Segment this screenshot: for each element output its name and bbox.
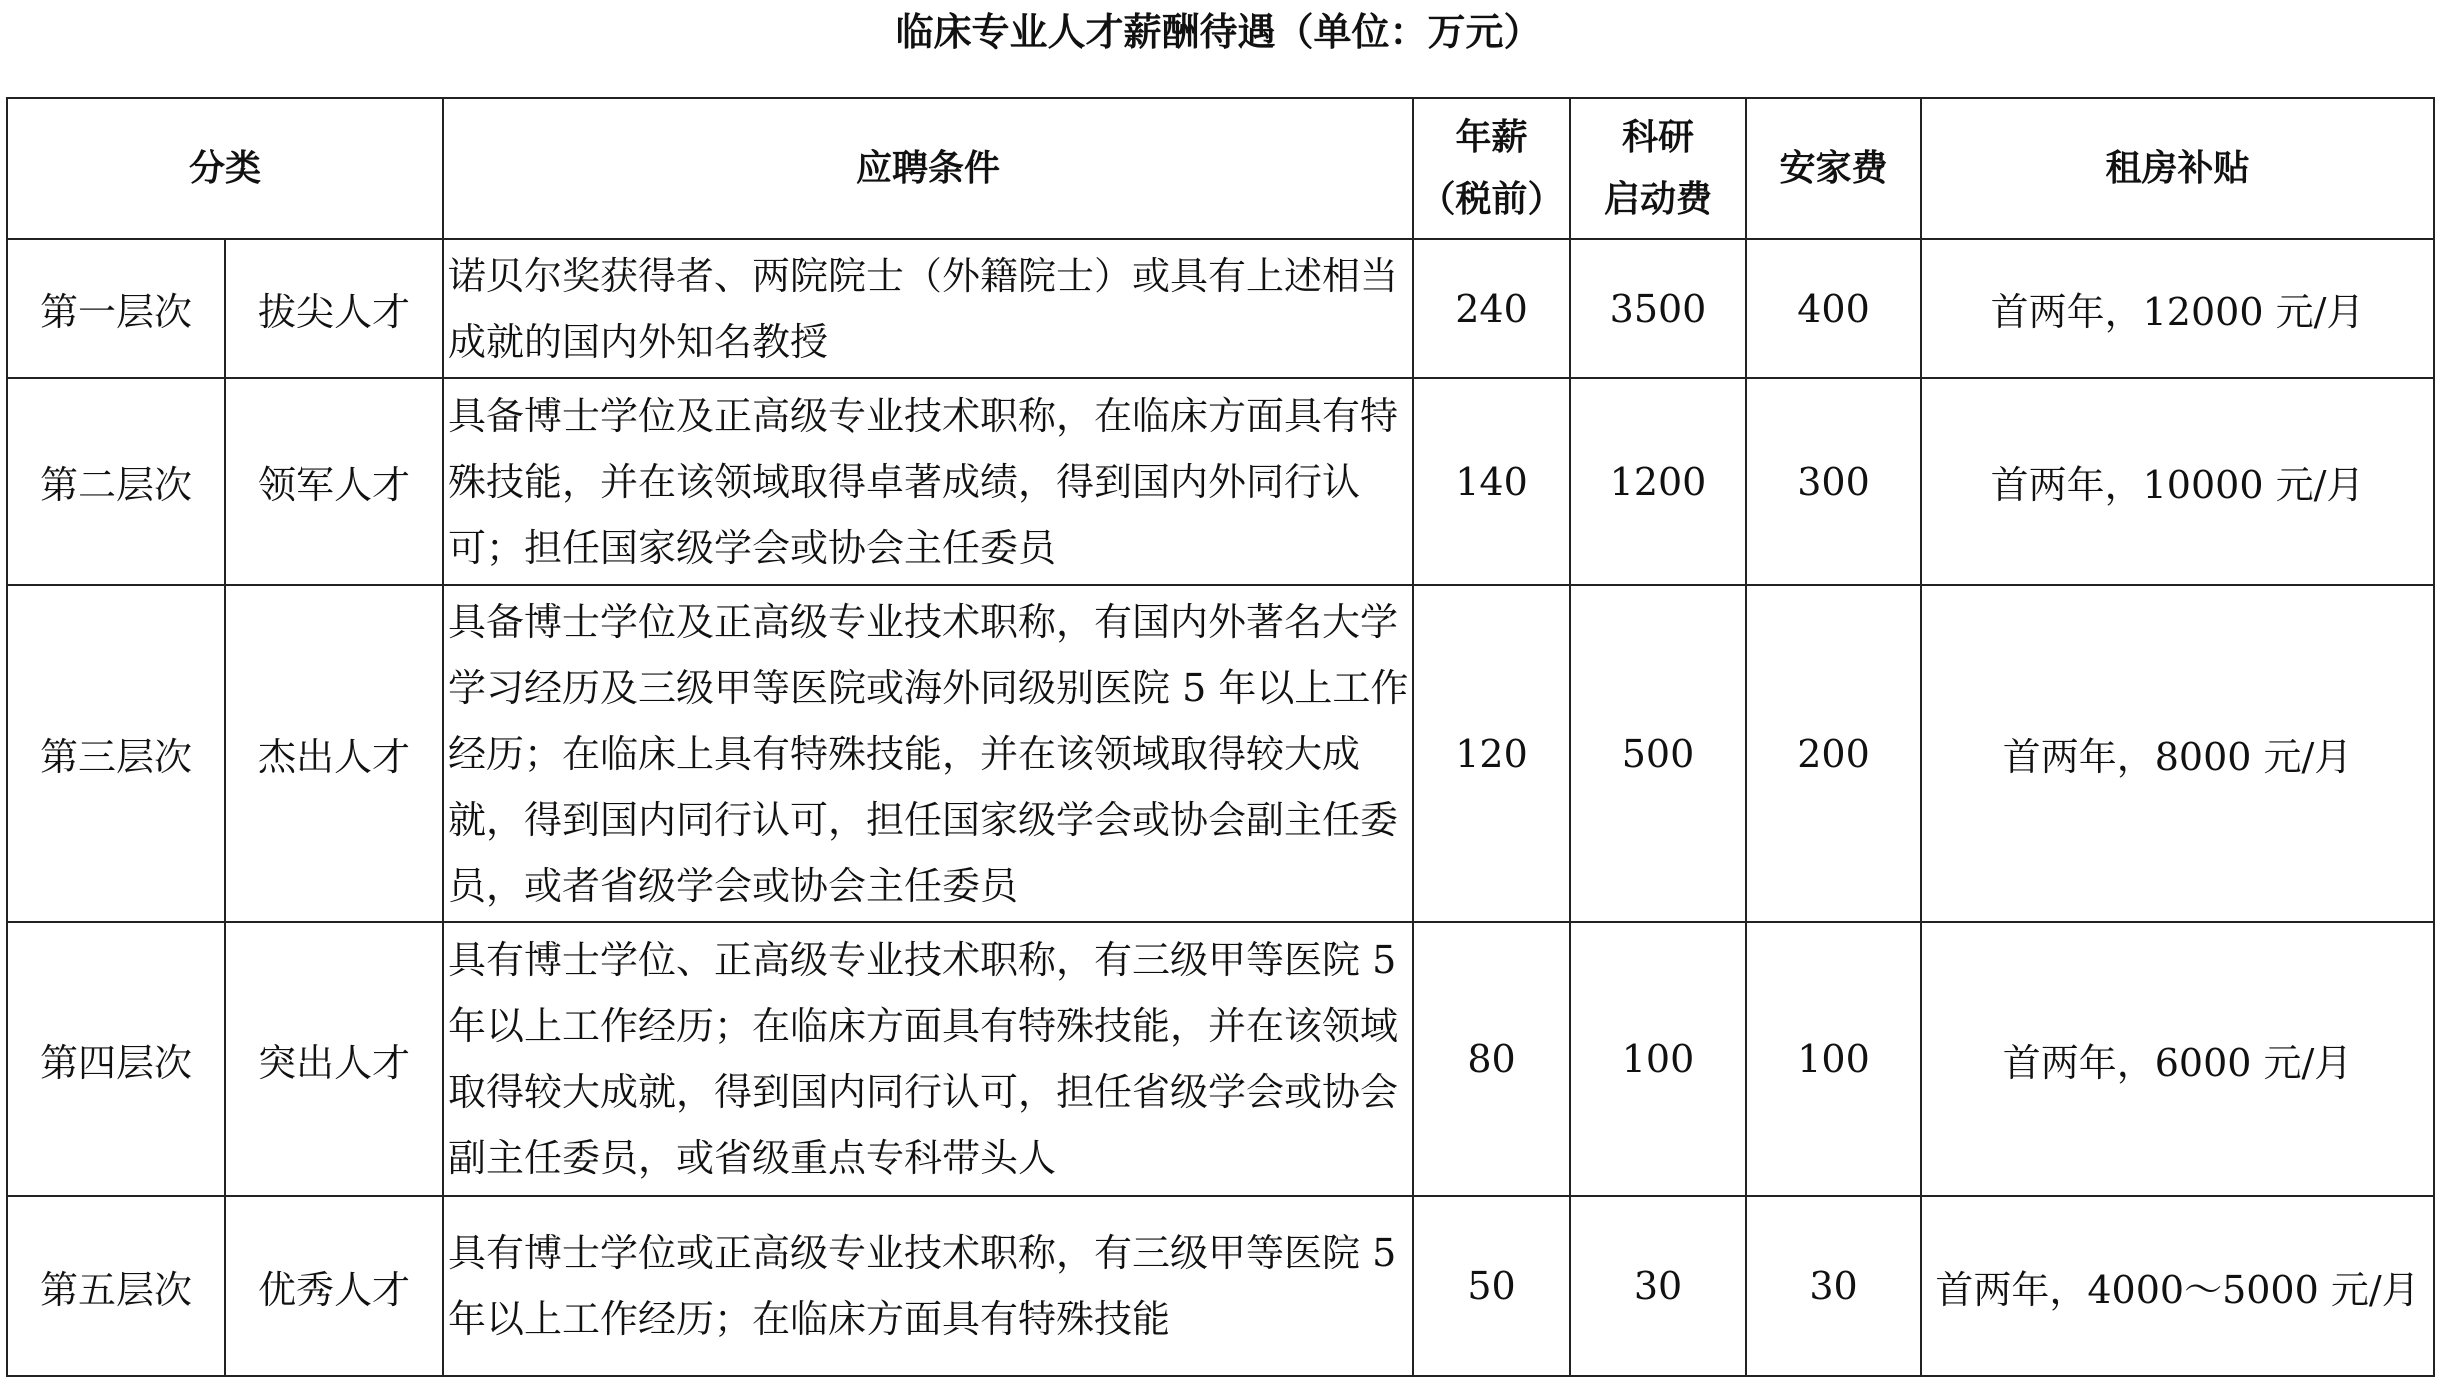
cell-salary: 80	[1413, 922, 1570, 1196]
cell-conditions: 具备博士学位及正高级专业技术职称，有国内外著名大学学习经历及三级甲等医院或海外同级别医院 5 年以上工作经历；在临床上具有特殊技能，并在该领域取得较大成就，得到国内同行认可，担任国家级学会或协会副主任委员，或者省级学会或协会主任委员	[443, 585, 1413, 922]
cell-research: 500	[1570, 585, 1746, 922]
cell-conditions: 诺贝尔奖获得者、两院院士（外籍院士）或具有上述相当成就的国内外知名教授	[443, 239, 1413, 378]
salary-table	[6, 97, 2435, 1377]
header-research	[1570, 98, 1746, 239]
header-conditions: 应聘条件	[443, 98, 1413, 239]
table-row	[7, 239, 2434, 378]
cell-type: 优秀人才	[225, 1196, 443, 1376]
cell-level: 第五层次	[7, 1196, 225, 1376]
cell-research: 1200	[1570, 378, 1746, 585]
table-row	[7, 1196, 2434, 1376]
header-salary-line1: 年薪	[1455, 116, 1528, 158]
header-row	[7, 98, 2434, 239]
cell-type: 突出人才	[225, 922, 443, 1196]
cell-conditions: 具有博士学位或正高级专业技术职称，有三级甲等医院 5 年以上工作经历；在临床方面具有特殊技能	[443, 1196, 1413, 1376]
cell-salary: 140	[1413, 378, 1570, 585]
cell-research: 3500	[1570, 239, 1746, 378]
cell-level: 第二层次	[7, 378, 225, 585]
cell-rent: 首两年，8000 元/月	[1921, 585, 2434, 922]
cell-level: 第三层次	[7, 585, 225, 922]
cell-salary: 50	[1413, 1196, 1570, 1376]
cell-settle: 100	[1746, 922, 1921, 1196]
cell-level: 第一层次	[7, 239, 225, 378]
cell-research: 100	[1570, 922, 1746, 1196]
header-salary	[1413, 98, 1570, 239]
cell-settle: 200	[1746, 585, 1921, 922]
header-research-line1: 科研	[1622, 116, 1695, 158]
cell-rent: 首两年，10000 元/月	[1921, 378, 2434, 585]
cell-research: 30	[1570, 1196, 1746, 1376]
cell-salary: 120	[1413, 585, 1570, 922]
cell-salary: 240	[1413, 239, 1570, 378]
header-salary-line2: （税前）	[1419, 178, 1564, 220]
cell-settle: 30	[1746, 1196, 1921, 1376]
cell-level: 第四层次	[7, 922, 225, 1196]
header-category: 分类	[7, 98, 443, 239]
table-row	[7, 585, 2434, 922]
cell-type: 领军人才	[225, 378, 443, 585]
cell-settle: 300	[1746, 378, 1921, 585]
cell-rent: 首两年，4000～5000 元/月	[1921, 1196, 2434, 1376]
header-research-line2: 启动费	[1604, 178, 1713, 220]
cell-type: 拔尖人才	[225, 239, 443, 378]
table-row	[7, 922, 2434, 1196]
header-rent: 租房补贴	[1921, 98, 2434, 239]
header-settle: 安家费	[1746, 98, 1921, 239]
cell-conditions: 具备博士学位及正高级专业技术职称，在临床方面具有特殊技能，并在该领域取得卓著成绩，得到国内外同行认可；担任国家级学会或协会主任委员	[443, 378, 1413, 585]
cell-settle: 400	[1746, 239, 1921, 378]
cell-rent: 首两年，6000 元/月	[1921, 922, 2434, 1196]
cell-type: 杰出人才	[225, 585, 443, 922]
cell-conditions: 具有博士学位、正高级专业技术职称，有三级甲等医院 5 年以上工作经历；在临床方面具有特殊技能，并在该领域取得较大成就，得到国内同行认可，担任省级学会或协会副主任委员，或省级重点专科带头人	[443, 922, 1413, 1196]
page-title: 临床专业人才薪酬待遇（单位：万元）	[895, 10, 1542, 54]
table-row	[7, 378, 2434, 585]
cell-rent: 首两年，12000 元/月	[1921, 239, 2434, 378]
